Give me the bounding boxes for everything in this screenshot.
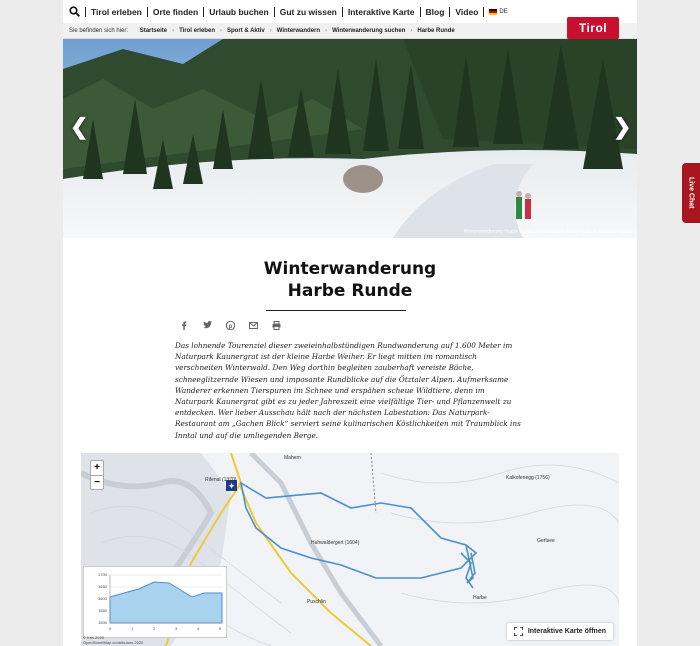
route-map[interactable]	[81, 453, 619, 646]
live-chat-label: Live Chat	[687, 177, 695, 209]
svg-text:✦: ✦	[227, 481, 236, 491]
winter-landscape-image	[63, 39, 637, 238]
x-tick: 2	[153, 626, 156, 631]
breadcrumb-item[interactable]: Tirol erleben	[179, 27, 215, 34]
hero-caption: Winterwanderung Harbe Runde im Naturpark Kaunergrat. © Robert Pupeter	[463, 229, 632, 235]
y-tick: 1600	[98, 596, 107, 601]
nav-item-urlaub-buchen[interactable]: Urlaub buchen	[203, 7, 274, 17]
x-tick: 3	[175, 626, 178, 631]
y-tick: 1650	[98, 584, 107, 589]
facebook-icon[interactable]	[179, 320, 189, 330]
map-label-rifenal: Rifenal (1370)	[205, 477, 237, 483]
breadcrumb-item[interactable]: Winterwandern	[276, 27, 321, 34]
print-icon[interactable]	[271, 320, 281, 330]
map-attribution	[83, 635, 143, 645]
breadcrumb-item[interactable]: Sport & Aktiv	[226, 27, 265, 34]
breadcrumb-prefix: Sie befinden sich hier:	[69, 27, 129, 34]
top-navigation	[63, 0, 637, 23]
map-label-muhwalder: Huhwaldergert (1604)	[311, 540, 360, 546]
x-tick: 1	[131, 626, 134, 631]
y-tick: 1700	[98, 572, 107, 577]
breadcrumb-item-current: Harbe Runde	[417, 27, 455, 34]
nav-item-gut-zu-wissen[interactable]: Gut zu wissen	[274, 7, 342, 17]
page-title	[63, 258, 637, 302]
nav-item-video[interactable]: Video	[449, 7, 483, 17]
open-interactive-map-label: Interaktive Karte öffnen	[527, 628, 606, 635]
title-line-1: Winterwanderung	[263, 259, 437, 279]
open-interactive-map-button[interactable]	[507, 623, 613, 640]
intro-text: Das lohnende Tourenziel dieser zweieinhalbstündigen Rundwanderung auf 1.600 Meter im Naturpark Kaunergrat ist der kleine Harbe Weiher. Er liegt mitten im romantisch verschneiten Winterwald. Den Weg dorthin begleiten zauberhaft vereiste Bäche, schneeglitzernde Wiesen und imposante Rundblicke auf die Ötztaler Alpen. Aufmerksame Wanderer erkennen Tierspuren im Schnee und erspähen scheue Wildtiere, denn im Naturpark Kaunergrat gibt es zu jeder Jahreszeit eine vielfältige Tier- und Pflanzenwelt zu entdecken. Wer lieber Ausschau hält nach der nächsten Labestation: Das Naturpark-Restaurant am „Gachen Blick“ serviert seine kulinarischen Köstlichkeiten mit Traumblick ins Inntal und auf die umliegenden Berge.	[175, 341, 521, 440]
svg-text:p: p	[228, 323, 232, 330]
language-selector[interactable]	[483, 7, 507, 17]
nav-item-orte-finden[interactable]: Orte finden	[147, 7, 203, 17]
expand-icon	[514, 627, 523, 636]
hero-prev-arrow[interactable]: ❮	[70, 114, 89, 139]
map-label-puschlin: Puschlin	[307, 599, 326, 605]
breadcrumb-item[interactable]: Startseite	[139, 27, 168, 34]
attribution-line: OpenStreetMap contributors 2020	[83, 640, 144, 645]
x-tick: 4	[197, 626, 200, 631]
elevation-profile	[83, 566, 227, 638]
breadcrumb: Sie befinden sich hier: Startseite › Tirol erleben › Sport & Aktiv › Winterwandern › Winterwanderung suchen › Harbe Runde	[63, 23, 637, 39]
attribution-line: © Kris 2020	[83, 635, 104, 640]
german-flag-icon	[489, 9, 497, 15]
map-label-kalkofenegg: Kalkofenegg (1756)	[506, 475, 550, 481]
tirol-logo[interactable]: Tirol	[567, 17, 619, 39]
y-tick: 1550	[98, 608, 107, 613]
nav-item-interaktive-karte[interactable]: Interaktive Karte	[342, 7, 420, 17]
x-tick: 0	[109, 626, 112, 631]
email-icon[interactable]	[248, 320, 258, 330]
y-tick: 1500	[98, 620, 107, 625]
share-bar	[179, 320, 281, 330]
nav-item-tirol-erleben[interactable]: Tirol erleben	[85, 7, 147, 17]
map-label-harbe: Harbe	[473, 595, 487, 601]
hero-image	[63, 39, 637, 238]
nav-item-blog[interactable]: Blog	[420, 7, 450, 17]
live-chat-button[interactable]	[682, 163, 700, 223]
map-label-gertsee: Gertsee	[537, 538, 555, 544]
zoom-in-button[interactable]: +	[94, 462, 100, 473]
page	[63, 0, 637, 646]
x-tick: 5	[219, 626, 222, 631]
zoom-control	[90, 460, 104, 490]
breadcrumb-item[interactable]: Winterwanderung suchen	[332, 27, 406, 34]
search-icon[interactable]	[67, 5, 81, 19]
hero-next-arrow[interactable]: ❯	[613, 114, 632, 139]
zoom-out-button[interactable]: −	[91, 475, 103, 489]
map-label-mahern: Mahern	[284, 455, 301, 461]
language-label: DE	[499, 8, 508, 15]
pinterest-icon[interactable]	[225, 320, 235, 330]
title-underline	[266, 310, 406, 311]
title-line-2: Harbe Runde	[287, 281, 413, 301]
twitter-icon[interactable]	[202, 320, 212, 330]
